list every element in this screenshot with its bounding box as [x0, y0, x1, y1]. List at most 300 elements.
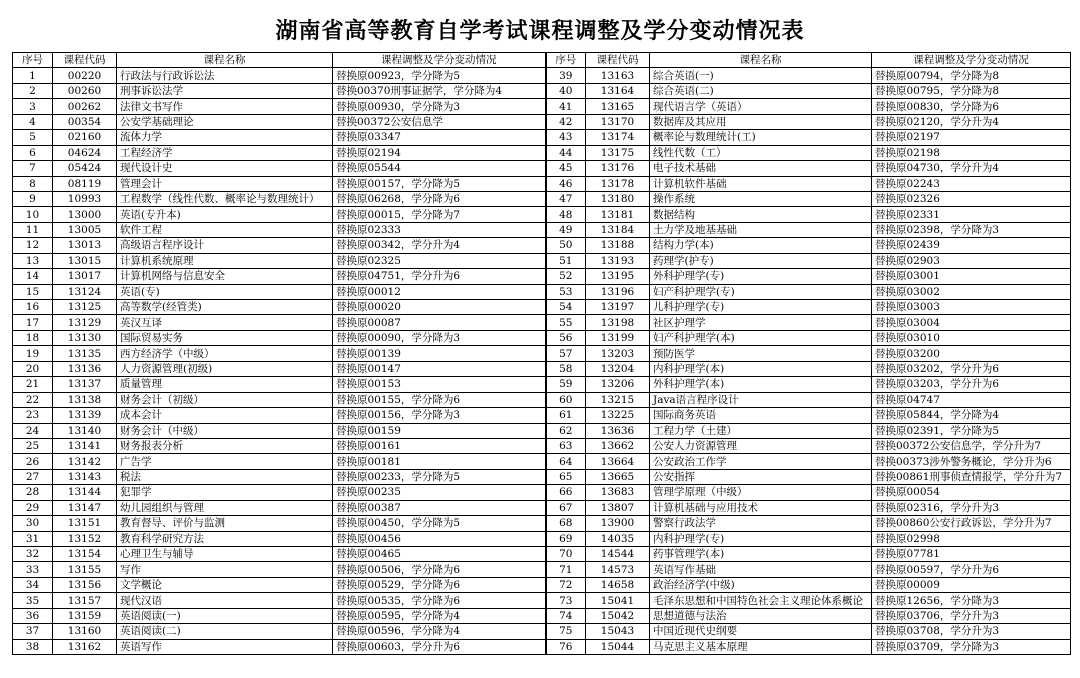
cell-adjustment-right: 替换00372公安信息学，学分升为7 — [872, 438, 1071, 453]
cell-adjustment-right: 替换00373涉外警务概论，学分升为6 — [872, 454, 1071, 469]
cell-adjustment: 替换原00235 — [333, 485, 546, 500]
cell-code-right: 13206 — [586, 377, 650, 392]
cell-index: 10 — [13, 207, 53, 222]
cell-adjustment-right: 替换原02120，学分升为4 — [872, 114, 1071, 129]
cell-code-right: 13178 — [586, 176, 650, 191]
cell-course-name-right: 综合英语(二) — [650, 83, 872, 98]
cell-adjustment: 替换原00157，学分降为5 — [333, 176, 546, 191]
cell-course-name-right: 公安指挥 — [650, 469, 872, 484]
cell-course-name-right: 外科护理学(本) — [650, 377, 872, 392]
cell-adjustment: 替换原02333 — [333, 222, 546, 237]
table-row — [13, 639, 1071, 654]
cell-adjustment-right: 替换原02197 — [872, 130, 1071, 145]
cell-adjustment-right: 替换原02398，学分降为3 — [872, 222, 1071, 237]
cell-adjustment-right: 替换原00794，学分降为8 — [872, 68, 1071, 83]
cell-code: 13125 — [53, 300, 117, 315]
cell-course-name-right: 预防医学 — [650, 346, 872, 361]
cell-adjustment: 替换原00465 — [333, 547, 546, 562]
table-row — [13, 253, 1071, 268]
cell-course-name-right: 思想道德与法治 — [650, 608, 872, 623]
cell-code: 13017 — [53, 269, 117, 284]
cell-adjustment-right: 替换原03200 — [872, 346, 1071, 361]
cell-course-name-right: 综合英语(一) — [650, 68, 872, 83]
cell-code: 13152 — [53, 531, 117, 546]
cell-adjustment-right: 替换原00830，学分降为6 — [872, 99, 1071, 114]
cell-code: 13162 — [53, 639, 117, 654]
cell-course-name-right: 马克思主义基本原理 — [650, 639, 872, 654]
table-row — [13, 547, 1071, 562]
cell-adjustment-right: 替换原02316，学分升为3 — [872, 500, 1071, 515]
cell-index-right: 40 — [546, 83, 586, 98]
cell-adjustment-right: 替换原12656，学分降为3 — [872, 593, 1071, 608]
cell-course-name: 写作 — [117, 562, 333, 577]
cell-adjustment: 替换原00159 — [333, 423, 546, 438]
table-row — [13, 408, 1071, 423]
cell-code: 13015 — [53, 253, 117, 268]
cell-code: 13124 — [53, 284, 117, 299]
cell-course-name: 工程经济学 — [117, 145, 333, 160]
table-row — [13, 624, 1071, 639]
header-code: 课程代码 — [53, 53, 117, 68]
cell-adjustment: 替换原00181 — [333, 454, 546, 469]
cell-index-right: 64 — [546, 454, 586, 469]
cell-code-right: 13664 — [586, 454, 650, 469]
cell-adjustment: 替换原00090，学分降为3 — [333, 330, 546, 345]
table-header-row — [13, 53, 1071, 68]
cell-course-name: 质量管理 — [117, 377, 333, 392]
cell-code: 00260 — [53, 83, 117, 98]
cell-course-name-right: 概率论与数理统计(工) — [650, 130, 872, 145]
cell-adjustment-right: 替换原03002 — [872, 284, 1071, 299]
cell-adjustment: 替换原00535，学分降为6 — [333, 593, 546, 608]
cell-adjustment: 替换原00156，学分降为3 — [333, 408, 546, 423]
table-row — [13, 238, 1071, 253]
cell-adjustment: 替换原00450，学分降为5 — [333, 516, 546, 531]
cell-course-name: 英汉互译 — [117, 315, 333, 330]
cell-code: 13160 — [53, 624, 117, 639]
cell-index-right: 41 — [546, 99, 586, 114]
cell-index: 28 — [13, 485, 53, 500]
cell-adjustment: 替换00370刑事证据学，学分降为4 — [333, 83, 546, 98]
cell-adjustment-right: 替换原03708，学分升为3 — [872, 624, 1071, 639]
cell-adjustment-right: 替换原02391，学分降为5 — [872, 423, 1071, 438]
cell-code-right: 13662 — [586, 438, 650, 453]
cell-adjustment-right: 替换00860公安行政诉讼，学分升为7 — [872, 516, 1071, 531]
cell-code-right: 13188 — [586, 238, 650, 253]
cell-code-right: 13665 — [586, 469, 650, 484]
cell-code: 13141 — [53, 438, 117, 453]
cell-code: 00262 — [53, 99, 117, 114]
cell-adjustment: 替换原00139 — [333, 346, 546, 361]
cell-index: 22 — [13, 392, 53, 407]
cell-course-name: 现代设计史 — [117, 161, 333, 176]
cell-adjustment-right: 替换原00054 — [872, 485, 1071, 500]
table-row — [13, 516, 1071, 531]
cell-code: 13143 — [53, 469, 117, 484]
cell-index-right: 72 — [546, 577, 586, 592]
cell-code-right: 13196 — [586, 284, 650, 299]
cell-index-right: 65 — [546, 469, 586, 484]
cell-code-right: 13198 — [586, 315, 650, 330]
cell-course-name: 流体力学 — [117, 130, 333, 145]
cell-code-right: 15042 — [586, 608, 650, 623]
cell-index: 27 — [13, 469, 53, 484]
cell-adjustment: 替换原04751，学分升为6 — [333, 269, 546, 284]
table-row — [13, 207, 1071, 222]
cell-adjustment: 替换原00087 — [333, 315, 546, 330]
cell-index-right: 58 — [546, 361, 586, 376]
cell-index: 14 — [13, 269, 53, 284]
cell-code: 13147 — [53, 500, 117, 515]
cell-course-name: 犯罪学 — [117, 485, 333, 500]
cell-code: 08119 — [53, 176, 117, 191]
table-row — [13, 315, 1071, 330]
cell-index: 7 — [13, 161, 53, 176]
page-title: 湖南省高等教育自学考试课程调整及学分变动情况表 — [275, 18, 805, 44]
course-adjustment-table — [12, 52, 1071, 655]
cell-course-name-right: 土力学及地基基础 — [650, 222, 872, 237]
cell-course-name-right: 儿科护理学(专) — [650, 300, 872, 315]
cell-code-right: 13225 — [586, 408, 650, 423]
cell-code: 05424 — [53, 161, 117, 176]
cell-course-name: 英语(专升本) — [117, 207, 333, 222]
cell-course-name: 行政法与行政诉讼法 — [117, 68, 333, 83]
table-row — [13, 608, 1071, 623]
cell-index-right: 48 — [546, 207, 586, 222]
cell-index: 24 — [13, 423, 53, 438]
cell-adjustment-right: 替换原02198 — [872, 145, 1071, 160]
table-row — [13, 330, 1071, 345]
cell-adjustment-right: 替换原02439 — [872, 238, 1071, 253]
cell-course-name-right: 外科护理学(专) — [650, 269, 872, 284]
cell-code-right: 13175 — [586, 145, 650, 160]
table-row — [13, 577, 1071, 592]
table-row — [13, 562, 1071, 577]
cell-index-right: 76 — [546, 639, 586, 654]
cell-code-right: 13181 — [586, 207, 650, 222]
cell-adjustment-right: 替换原03003 — [872, 300, 1071, 315]
cell-code: 13137 — [53, 377, 117, 392]
table-row — [13, 222, 1071, 237]
cell-index-right: 43 — [546, 130, 586, 145]
cell-index: 32 — [13, 547, 53, 562]
cell-course-name: 刑事诉讼法学 — [117, 83, 333, 98]
cell-course-name-right: 线性代数（工） — [650, 145, 872, 160]
cell-course-name: 广告学 — [117, 454, 333, 469]
cell-course-name: 西方经济学（中级） — [117, 346, 333, 361]
cell-adjustment-right: 替换原03202，学分升为6 — [872, 361, 1071, 376]
cell-adjustment: 替换原03347 — [333, 130, 546, 145]
cell-course-name: 计算机系统原理 — [117, 253, 333, 268]
cell-index: 6 — [13, 145, 53, 160]
cell-code-right: 15043 — [586, 624, 650, 639]
cell-index-right: 51 — [546, 253, 586, 268]
cell-code: 13155 — [53, 562, 117, 577]
cell-course-name: 高级语言程序设计 — [117, 238, 333, 253]
cell-index: 23 — [13, 408, 53, 423]
cell-index: 9 — [13, 191, 53, 206]
cell-index: 29 — [13, 500, 53, 515]
cell-course-name: 英语阅读(一) — [117, 608, 333, 623]
cell-course-name-right: 政治经济学(中级) — [650, 577, 872, 592]
cell-adjustment: 替换原02325 — [333, 253, 546, 268]
cell-index: 26 — [13, 454, 53, 469]
cell-course-name: 国际贸易实务 — [117, 330, 333, 345]
cell-code: 13142 — [53, 454, 117, 469]
cell-code-right: 13176 — [586, 161, 650, 176]
cell-course-name-right: 工程力学（土建） — [650, 423, 872, 438]
cell-code-right: 13199 — [586, 330, 650, 345]
cell-course-name: 心理卫生与辅导 — [117, 547, 333, 562]
table-row — [13, 454, 1071, 469]
header-course-name: 课程名称 — [117, 53, 333, 68]
header-code-right: 课程代码 — [586, 53, 650, 68]
table-row — [13, 114, 1071, 129]
cell-code: 13135 — [53, 346, 117, 361]
cell-adjustment-right: 替换原05844，学分降为4 — [872, 408, 1071, 423]
table-row — [13, 269, 1071, 284]
cell-index: 17 — [13, 315, 53, 330]
cell-code: 13159 — [53, 608, 117, 623]
cell-adjustment-right: 替换原02243 — [872, 176, 1071, 191]
cell-course-name: 教育督导、评价与监测 — [117, 516, 333, 531]
cell-adjustment: 替换原00147 — [333, 361, 546, 376]
cell-code-right: 14544 — [586, 547, 650, 562]
cell-index-right: 62 — [546, 423, 586, 438]
cell-index-right: 52 — [546, 269, 586, 284]
cell-course-name: 软件工程 — [117, 222, 333, 237]
cell-code-right: 13170 — [586, 114, 650, 129]
table-row — [13, 469, 1071, 484]
cell-course-name: 高等数学(经管类) — [117, 300, 333, 315]
cell-code: 13013 — [53, 238, 117, 253]
cell-adjustment: 替换原00015，学分降为7 — [333, 207, 546, 222]
header-course-name-right: 课程名称 — [650, 53, 872, 68]
cell-index-right: 49 — [546, 222, 586, 237]
cell-course-name: 教育科学研究方法 — [117, 531, 333, 546]
cell-adjustment-right: 替换原04747 — [872, 392, 1071, 407]
table-row — [13, 83, 1071, 98]
cell-course-name-right: 现代语言学（英语） — [650, 99, 872, 114]
cell-index: 13 — [13, 253, 53, 268]
cell-adjustment-right: 替换00861刑事侦查情报学，学分升为7 — [872, 469, 1071, 484]
cell-index: 1 — [13, 68, 53, 83]
cell-course-name: 财务报表分析 — [117, 438, 333, 453]
cell-code-right: 13203 — [586, 346, 650, 361]
cell-course-name-right: 内科护理学(本) — [650, 361, 872, 376]
cell-course-name: 现代汉语 — [117, 593, 333, 608]
cell-code-right: 13636 — [586, 423, 650, 438]
cell-adjustment: 替换原00456 — [333, 531, 546, 546]
cell-index-right: 54 — [546, 300, 586, 315]
cell-code-right: 14035 — [586, 531, 650, 546]
cell-index: 18 — [13, 330, 53, 345]
cell-index-right: 71 — [546, 562, 586, 577]
cell-index: 19 — [13, 346, 53, 361]
cell-index-right: 68 — [546, 516, 586, 531]
cell-course-name-right: 英语写作基础 — [650, 562, 872, 577]
cell-course-name-right: 妇产科护理学(专) — [650, 284, 872, 299]
cell-index: 20 — [13, 361, 53, 376]
cell-code-right: 13215 — [586, 392, 650, 407]
cell-code-right: 13807 — [586, 500, 650, 515]
cell-code-right: 13165 — [586, 99, 650, 114]
header-adjustment-right: 课程调整及学分变动情况 — [872, 53, 1071, 68]
cell-course-name: 管理会计 — [117, 176, 333, 191]
cell-adjustment-right: 替换原03004 — [872, 315, 1071, 330]
cell-index: 5 — [13, 130, 53, 145]
cell-code: 13130 — [53, 330, 117, 345]
cell-course-name-right: 管理学原理（中级） — [650, 485, 872, 500]
cell-adjustment: 替换00372公安信息学 — [333, 114, 546, 129]
cell-index-right: 69 — [546, 531, 586, 546]
cell-course-name-right: 药理学(护专) — [650, 253, 872, 268]
cell-index: 16 — [13, 300, 53, 315]
cell-code-right: 13184 — [586, 222, 650, 237]
cell-course-name-right: 公安政治工作学 — [650, 454, 872, 469]
cell-course-name: 法律文书写作 — [117, 99, 333, 114]
table-row — [13, 361, 1071, 376]
cell-index-right: 53 — [546, 284, 586, 299]
cell-code: 13136 — [53, 361, 117, 376]
cell-course-name: 财务会计（中级） — [117, 423, 333, 438]
cell-index-right: 74 — [546, 608, 586, 623]
cell-course-name-right: 操作系统 — [650, 191, 872, 206]
cell-adjustment: 替换原00342，学分升为4 — [333, 238, 546, 253]
cell-index-right: 61 — [546, 408, 586, 423]
cell-course-name-right: 数据结构 — [650, 207, 872, 222]
cell-adjustment-right: 替换原03010 — [872, 330, 1071, 345]
cell-index: 3 — [13, 99, 53, 114]
cell-index-right: 63 — [546, 438, 586, 453]
cell-index: 4 — [13, 114, 53, 129]
cell-index-right: 57 — [546, 346, 586, 361]
cell-index-right: 60 — [546, 392, 586, 407]
cell-adjustment-right: 替换原02326 — [872, 191, 1071, 206]
cell-index-right: 42 — [546, 114, 586, 129]
cell-index-right: 66 — [546, 485, 586, 500]
cell-index-right: 70 — [546, 547, 586, 562]
cell-code: 00354 — [53, 114, 117, 129]
cell-code: 13129 — [53, 315, 117, 330]
cell-code: 13157 — [53, 593, 117, 608]
cell-adjustment-right: 替换原02331 — [872, 207, 1071, 222]
cell-course-name-right: 内科护理学(专) — [650, 531, 872, 546]
cell-course-name: 文学概论 — [117, 577, 333, 592]
cell-index-right: 56 — [546, 330, 586, 345]
cell-course-name-right: 社区护理学 — [650, 315, 872, 330]
cell-code: 13144 — [53, 485, 117, 500]
table-row — [13, 593, 1071, 608]
cell-course-name-right: 警察行政法学 — [650, 516, 872, 531]
cell-index-right: 47 — [546, 191, 586, 206]
cell-code-right: 13163 — [586, 68, 650, 83]
cell-course-name: 财务会计（初级） — [117, 392, 333, 407]
table-row — [13, 284, 1071, 299]
cell-code-right: 13174 — [586, 130, 650, 145]
cell-code-right: 14573 — [586, 562, 650, 577]
cell-code-right: 15044 — [586, 639, 650, 654]
cell-index: 30 — [13, 516, 53, 531]
cell-adjustment-right: 替换原00795，学分降为8 — [872, 83, 1071, 98]
table-row — [13, 99, 1071, 114]
cell-course-name: 工程数学（线性代数、概率论与数理统计） — [117, 191, 333, 206]
table-row — [13, 161, 1071, 176]
cell-index-right: 46 — [546, 176, 586, 191]
cell-code-right: 13900 — [586, 516, 650, 531]
cell-course-name-right: 国际商务英语 — [650, 408, 872, 423]
cell-course-name: 人力资源管理(初级) — [117, 361, 333, 376]
cell-adjustment: 替换原00529，学分降为6 — [333, 577, 546, 592]
cell-adjustment-right: 替换原00009 — [872, 577, 1071, 592]
cell-index-right: 45 — [546, 161, 586, 176]
cell-index: 21 — [13, 377, 53, 392]
cell-adjustment-right: 替换原03706，学分升为3 — [872, 608, 1071, 623]
table-row — [13, 130, 1071, 145]
cell-index: 38 — [13, 639, 53, 654]
table-row — [13, 191, 1071, 206]
table-row — [13, 485, 1071, 500]
cell-course-name-right: 妇产科护理学(本) — [650, 330, 872, 345]
cell-code: 13000 — [53, 207, 117, 222]
cell-course-name: 成本会计 — [117, 408, 333, 423]
cell-adjustment: 替换原00012 — [333, 284, 546, 299]
cell-course-name-right: 电子技术基础 — [650, 161, 872, 176]
cell-code-right: 13204 — [586, 361, 650, 376]
cell-code: 13005 — [53, 222, 117, 237]
cell-course-name-right: 药事管理学(本) — [650, 547, 872, 562]
cell-index: 25 — [13, 438, 53, 453]
cell-code-right: 13193 — [586, 253, 650, 268]
header-index: 序号 — [13, 53, 53, 68]
cell-course-name: 幼儿园组织与管理 — [117, 500, 333, 515]
cell-adjustment: 替换原00595，学分降为4 — [333, 608, 546, 623]
cell-index: 2 — [13, 83, 53, 98]
table-row — [13, 176, 1071, 191]
cell-code: 04624 — [53, 145, 117, 160]
cell-adjustment-right: 替换原02903 — [872, 253, 1071, 268]
cell-course-name-right: 毛泽东思想和中国特色社会主义理论体系概论 — [650, 593, 872, 608]
cell-adjustment-right: 替换原03709，学分降为3 — [872, 639, 1071, 654]
cell-course-name: 计算机网络与信息安全 — [117, 269, 333, 284]
table-row — [13, 377, 1071, 392]
cell-course-name: 英语阅读(二) — [117, 624, 333, 639]
cell-course-name-right: 数据库及其应用 — [650, 114, 872, 129]
cell-adjustment: 替换原00153 — [333, 377, 546, 392]
cell-index-right: 39 — [546, 68, 586, 83]
cell-adjustment: 替换原00155，学分降为6 — [333, 392, 546, 407]
cell-index: 34 — [13, 577, 53, 592]
cell-index-right: 44 — [546, 145, 586, 160]
table-row — [13, 346, 1071, 361]
cell-adjustment: 替换原00233，学分降为5 — [333, 469, 546, 484]
cell-adjustment-right: 替换原03203，学分升为6 — [872, 377, 1071, 392]
cell-code: 13139 — [53, 408, 117, 423]
cell-index-right: 75 — [546, 624, 586, 639]
cell-course-name-right: 计算机软件基础 — [650, 176, 872, 191]
cell-index: 35 — [13, 593, 53, 608]
cell-code-right: 14658 — [586, 577, 650, 592]
table-body — [13, 68, 1071, 655]
cell-index-right: 59 — [546, 377, 586, 392]
cell-index-right: 67 — [546, 500, 586, 515]
cell-adjustment: 替换原00603，学分升为6 — [333, 639, 546, 654]
cell-code: 13156 — [53, 577, 117, 592]
cell-code: 10993 — [53, 191, 117, 206]
cell-index: 12 — [13, 238, 53, 253]
cell-adjustment: 替换原00020 — [333, 300, 546, 315]
cell-adjustment: 替换原05544 — [333, 161, 546, 176]
